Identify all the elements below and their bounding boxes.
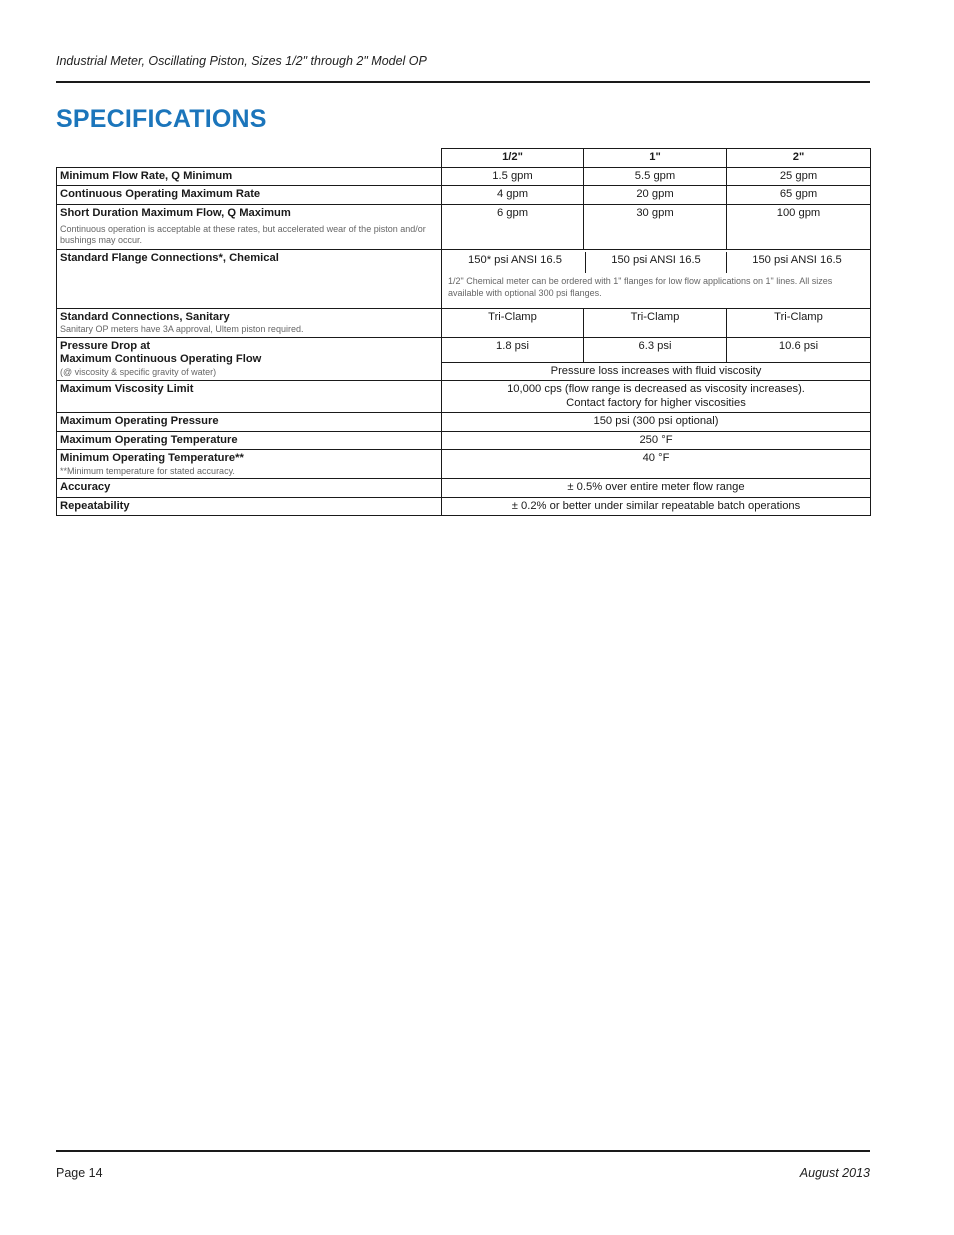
table-cell: 30 gpm <box>584 204 727 249</box>
table-cell: 65 gpm <box>727 186 871 205</box>
row-label: Accuracy <box>57 479 442 498</box>
table-cell: Tri-Clamp <box>584 308 727 337</box>
row-label: Standard Flange Connections*, Chemical <box>57 249 442 308</box>
table-row <box>57 204 871 249</box>
row-label: Short Duration Maximum Flow, Q Maximum <box>60 206 291 219</box>
flange-values-row <box>445 252 867 274</box>
empty-corner-cell <box>57 149 442 168</box>
row-label: Pressure Drop at <box>60 339 151 352</box>
row-label-cell <box>57 337 442 381</box>
table-cell-span <box>442 381 871 413</box>
row-note: **Minimum temperature for stated accuracy. <box>60 465 235 476</box>
flange-note: 1/2" Chemical meter can be ordered with 1" flanges for low flow applications on 1" lines. All sizes available with optional 300 psi flanges. <box>448 276 833 298</box>
viscosity-value-line2: Contact factory for higher viscosities <box>566 396 746 409</box>
row-label: Minimum Operating Temperature** <box>60 452 244 464</box>
table-row <box>57 249 871 308</box>
table-header-row <box>57 149 871 168</box>
table-cell: Tri-Clamp <box>727 308 871 337</box>
table-row <box>57 431 871 450</box>
table-cell: 4 gpm <box>442 186 584 205</box>
table-row <box>57 413 871 432</box>
table-cell: 5.5 gpm <box>584 167 727 186</box>
table-cell: 20 gpm <box>584 186 727 205</box>
table-row <box>57 167 871 186</box>
footer-divider <box>56 1150 870 1152</box>
row-label: Repeatability <box>57 497 442 516</box>
table-cell: 1.5 gpm <box>442 167 584 186</box>
column-header-one-inch: 1" <box>584 149 727 168</box>
row-label-cell <box>57 450 442 479</box>
table-cell-span: 250 °F <box>442 431 871 450</box>
table-cell-span: ± 0.2% or better under similar repeatable batch operations <box>442 497 871 516</box>
row-label: Standard Connections, Sanitary <box>60 310 230 323</box>
row-note: (@ viscosity & specific gravity of water) <box>60 366 217 377</box>
page-number: Page 14 <box>56 1166 103 1180</box>
table-cell: 6 gpm <box>442 204 584 249</box>
viscosity-value-line1: 10,000 cps (flow range is decreased as viscosity increases). <box>507 383 805 395</box>
document-header-title: Industrial Meter, Oscillating Piston, Sizes 1/2" through 2" Model OP <box>56 54 427 68</box>
row-label: Maximum Operating Temperature <box>57 431 442 450</box>
publication-date: August 2013 <box>799 1166 870 1180</box>
table-cell: 150 psi ANSI 16.5 <box>585 252 726 274</box>
section-title: SPECIFICATIONS <box>56 105 267 133</box>
table-row <box>57 450 871 479</box>
table-cell-span: 40 °F <box>442 450 871 479</box>
table-row <box>57 479 871 498</box>
table-cell: 25 gpm <box>727 167 871 186</box>
table-cell-span: ± 0.5% over entire meter flow range <box>442 479 871 498</box>
table-row <box>57 308 871 337</box>
flange-values-cell <box>442 249 871 308</box>
table-row <box>57 381 871 413</box>
row-label: Maximum Continuous Operating Flow <box>60 353 262 365</box>
table-row <box>57 337 871 362</box>
table-cell: 150 psi ANSI 16.5 <box>726 252 867 274</box>
row-note: Continuous operation is acceptable at these rates, but accelerated wear of the piston and/or bushings may occur. <box>60 224 426 245</box>
row-label: Minimum Flow Rate, Q Minimum <box>57 167 442 186</box>
table-cell-span: Pressure loss increases with fluid viscosity <box>442 362 871 381</box>
row-label-cell <box>57 204 442 249</box>
column-header-two-inch: 2" <box>727 149 871 168</box>
row-label-cell <box>57 308 442 337</box>
row-label: Continuous Operating Maximum Rate <box>57 186 442 205</box>
row-note: Sanitary OP meters have 3A approval, Ultem piston required. <box>60 324 304 334</box>
column-header-half-inch: 1/2" <box>442 149 584 168</box>
row-label: Maximum Viscosity Limit <box>57 381 442 413</box>
table-cell: Tri-Clamp <box>442 308 584 337</box>
table-cell-span: 150 psi (300 psi optional) <box>442 413 871 432</box>
header-divider <box>56 81 870 83</box>
table-cell: 100 gpm <box>727 204 871 249</box>
table-row <box>57 186 871 205</box>
specifications-table <box>56 148 871 516</box>
table-cell: 150* psi ANSI 16.5 <box>468 253 562 266</box>
row-label: Maximum Operating Pressure <box>57 413 442 432</box>
table-row <box>57 497 871 516</box>
table-cell: 1.8 psi <box>442 337 584 362</box>
table-cell: 10.6 psi <box>727 337 871 362</box>
table-cell: 6.3 psi <box>584 337 727 362</box>
